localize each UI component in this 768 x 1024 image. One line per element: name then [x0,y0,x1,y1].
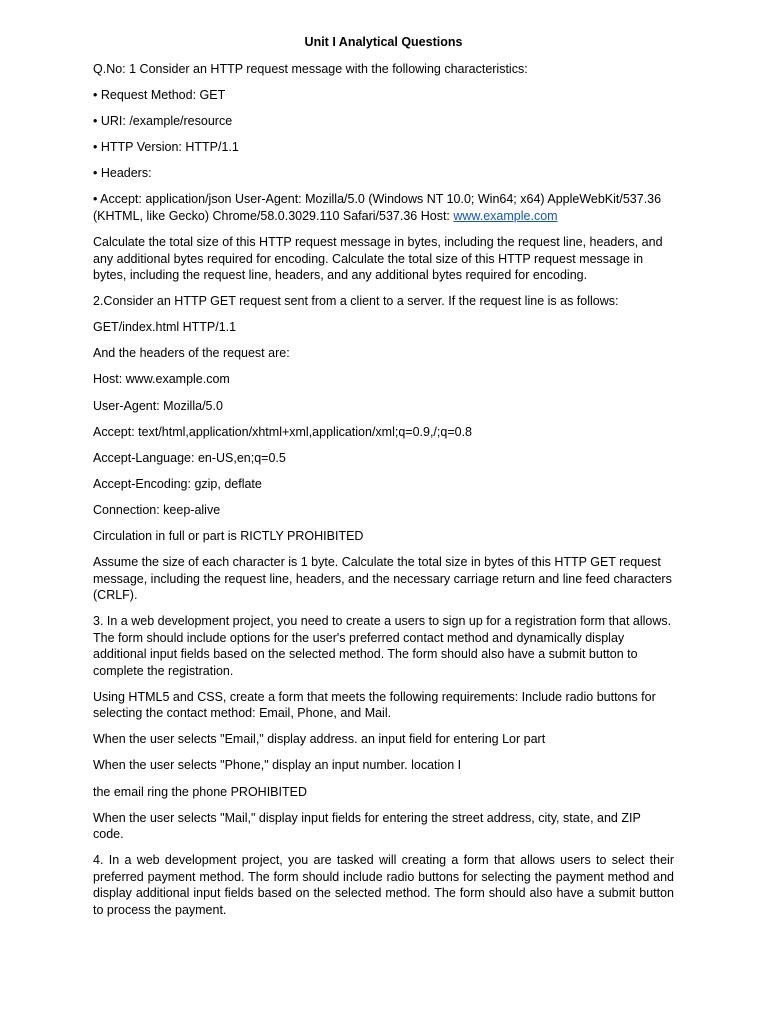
q3-phone-option: When the user selects "Phone," display an input number. location I [93,758,462,773]
q1-http-version: • HTTP Version: HTTP/1.1 [93,140,239,155]
q1-headers-label: • Headers: [93,166,152,181]
q1-intro: Q.No: 1 Consider an HTTP request message with the following characteristics: [93,62,528,76]
q2-host-header: Host: www.example.com [93,372,230,387]
q2-task: Assume the size of each character is 1 byte. Calculate the total size in bytes of this HTTP GET request message, including the request line, headers, and the necessary carriage return and line feed characters (CRLF). [93,555,672,603]
q3-watermark-line: the email ring the phone PROHIBITED [93,784,307,799]
q3-requirements: Using HTML5 and CSS, create a form that meets the following requirements: Include radio buttons for selecting the contact method: Email, Phone, and Mail. [93,689,656,721]
example-com-link[interactable]: www.example.com [453,208,558,223]
document-title: Unit I Analytical Questions [304,35,463,49]
q2-watermark-line: Circulation in full or part is RICTLY PROHIBITED [93,529,364,543]
q4-intro: 4. In a web development project, you are tasked will creating a form that allows users to select their preferred payment method. The form should include radio buttons for selecting the payment method and display additional input fields based on the selected method. The form should also have a submit button to process the payment. [93,853,674,917]
q2-accept-encoding-header: Accept-Encoding: gzip, deflate [93,476,262,491]
q1-accept-headers [93,191,674,224]
q2-headers-intro: And the headers of the request are: [93,346,290,361]
q2-request-line: GET/index.html HTTP/1.1 [93,320,237,335]
q2-user-agent-header: User-Agent: Mozilla/5.0 [93,398,223,413]
q2-connection-header: Connection: keep-alive [93,502,221,517]
q3-email-option: When the user selects "Email," display address. an input field for entering Lor part [93,732,546,747]
q3-mail-option: When the user selects "Mail," display input fields for entering the street address, city, state, and ZIP code. [93,810,641,842]
q3-intro: 3. In a web development project, you need to create a users to sign up for a registration form that allows. The form should include options for the user's preferred contact method and dynamically display additional input fields based on the selected method. The form should also have a submit button to complete the registration. [93,614,672,678]
q2-accept-language-header: Accept-Language: en-US,en;q=0.5 [93,450,286,465]
q1-request-method: • Request Method: GET [93,88,226,103]
q2-intro: 2.Consider an HTTP GET request sent from a client to a server. If the request line is as follows: [93,294,619,309]
q1-uri: • URI: /example/resource [93,114,233,129]
q2-accept-header: Accept: text/html,application/xhtml+xml,application/xml;q=0.9,/;q=0.8 [93,424,473,439]
q1-task: Calculate the total size of this HTTP request message in bytes, including the request line, headers, and any additional bytes required for encoding. Calculate the total size of this HTTP request message in bytes, including the request line, headers, and any additional bytes required for encoding. [93,235,663,283]
q1-accept-text: • Accept: application/json User-Agent: Mozilla/5.0 (Windows NT 10.0; Win64; x64) AppleWebKit/537.36 (KHTML, like Gecko) Chrome/58.0.3029.110 Safari/537.36 Host: [93,192,662,223]
